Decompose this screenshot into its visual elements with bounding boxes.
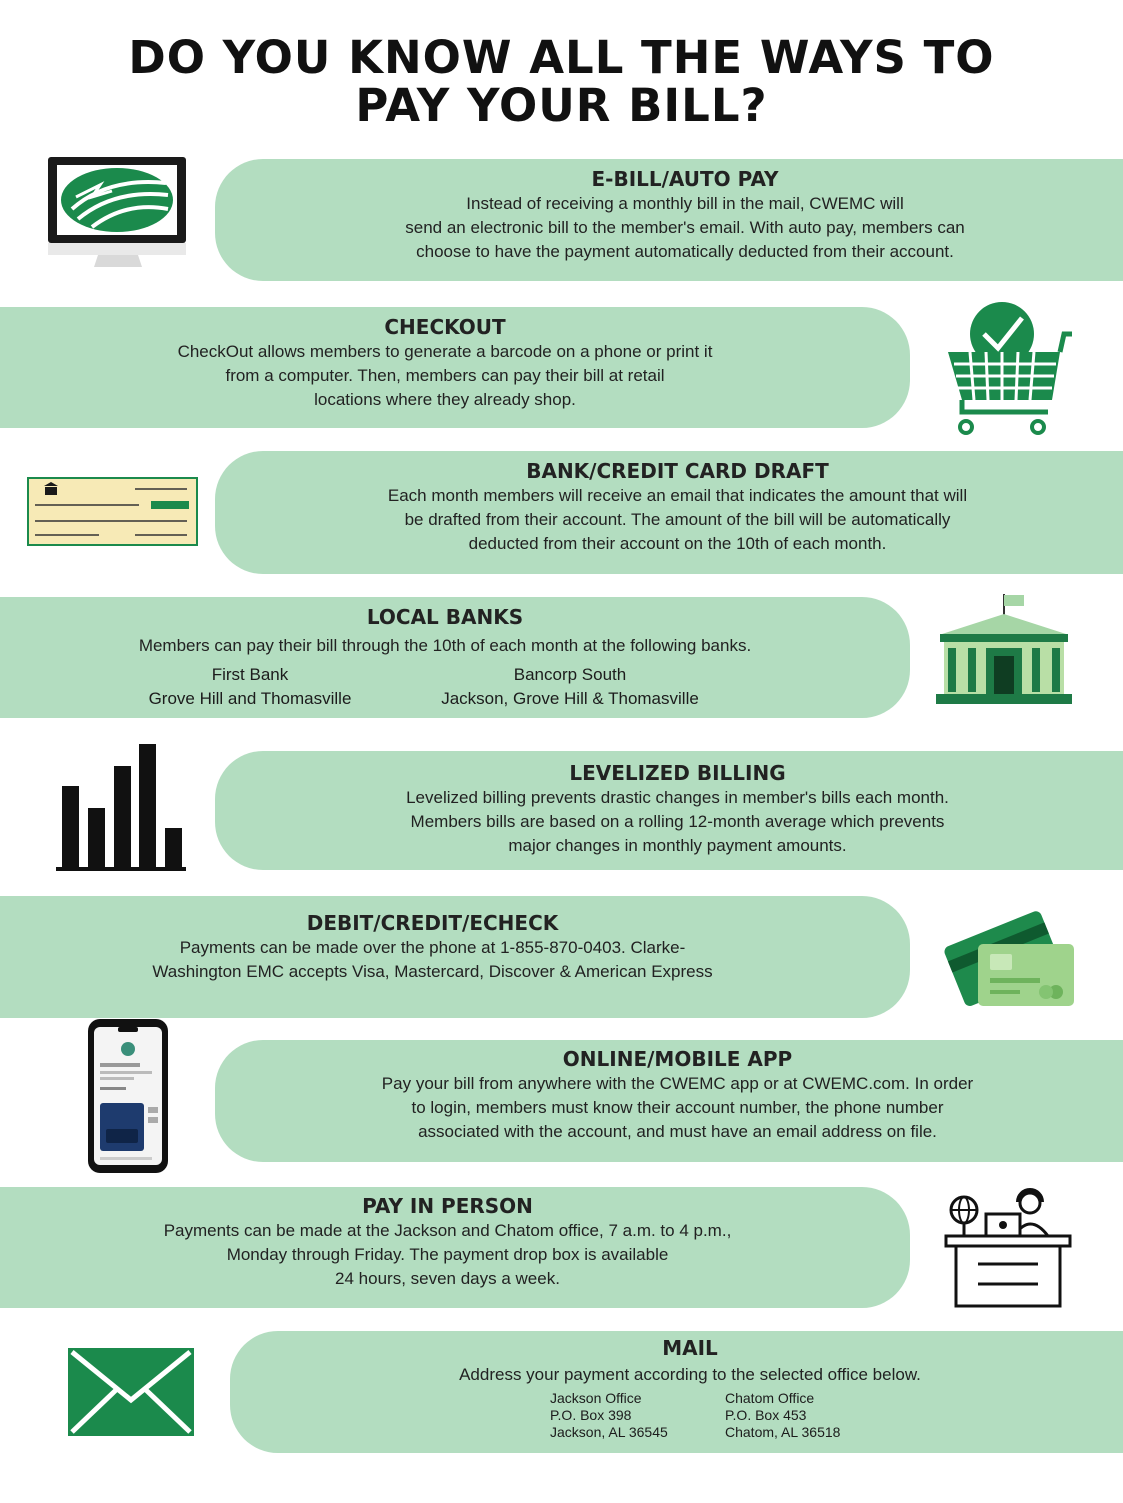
- online-heading: ONLINE/MOBILE APP: [562, 1047, 793, 1071]
- levelized-line: Members bills are based on a rolling 12-month average which prevents: [410, 812, 945, 831]
- mobile-phone-icon: [86, 1017, 172, 1182]
- checkout-text: [95, 340, 795, 412]
- bank-name: First Bank: [211, 665, 289, 684]
- office-name: Jackson Office: [550, 1390, 642, 1406]
- ebill-line: send an electronic bill to the member's email. With auto pay, members can: [405, 218, 965, 237]
- online-line: Pay your bill from anywhere with the CWEMC app or at CWEMC.com. In order: [381, 1074, 974, 1093]
- office-name: Chatom Office: [725, 1390, 815, 1406]
- page-title: [0, 31, 1123, 132]
- levelized-section: [330, 760, 1025, 858]
- ebill-section: [340, 166, 1030, 264]
- person-section: [95, 1193, 800, 1291]
- levelized-line: Levelized billing prevents drastic changes in member's bills each month.: [406, 788, 949, 807]
- online-section: [325, 1046, 1030, 1144]
- person-heading: PAY IN PERSON: [362, 1194, 533, 1218]
- bar-chart-icon: [56, 742, 188, 879]
- levelized-line: major changes in monthly payment amounts.: [508, 836, 847, 855]
- mail-heading: MAIL: [662, 1336, 718, 1360]
- office-city: Chatom, AL 36518: [725, 1424, 841, 1440]
- bank-bancorp-south: [400, 663, 740, 711]
- chatom-office-address: [725, 1390, 840, 1441]
- person-line: Payments can be made at the Jackson and Chatom office, 7 a.m. to 4 p.m.,: [163, 1221, 732, 1240]
- checkout-section: [95, 314, 795, 412]
- service-desk-icon: [944, 1186, 1074, 1315]
- online-text: [325, 1072, 1030, 1144]
- ebill-text: [340, 192, 1030, 264]
- online-line: associated with the account, and must have an email address on file.: [418, 1122, 937, 1141]
- bank-first-bank: [110, 663, 390, 711]
- bank-building-icon: [934, 590, 1074, 713]
- banks-section: [30, 604, 860, 658]
- debit-line: Payments can be made over the phone at 1-855-870-0403. Clarke-: [179, 938, 686, 957]
- online-line: to login, members must know their account number, the phone number: [411, 1098, 944, 1117]
- mail-intro: Address your payment according to the selected office below.: [459, 1365, 921, 1384]
- draft-line: Each month members will receive an email that indicates the amount that will: [387, 486, 968, 505]
- levelized-heading: LEVELIZED BILLING: [569, 761, 786, 785]
- title-line-2: PAY YOUR BILL?: [355, 79, 768, 132]
- bank-locations: Grove Hill and Thomasville: [148, 689, 352, 708]
- person-line: Monday through Friday. The payment drop box is available: [226, 1245, 669, 1264]
- bank-check-icon: [27, 477, 199, 552]
- checkout-line: locations where they already shop.: [314, 390, 576, 409]
- draft-section: [325, 458, 1030, 556]
- shopping-cart-check-icon: [948, 300, 1073, 445]
- debit-text: [95, 936, 770, 984]
- title-line-1: DO YOU KNOW ALL THE WAYS TO: [128, 31, 995, 84]
- banks-heading: LOCAL BANKS: [366, 605, 524, 629]
- office-po-box: P.O. Box 398: [550, 1407, 632, 1423]
- office-city: Jackson, AL 36545: [550, 1424, 668, 1440]
- debit-section: [95, 910, 770, 984]
- ebill-heading: E-BILL/AUTO PAY: [591, 167, 779, 191]
- draft-text: [325, 484, 1030, 556]
- banks-intro: Members can pay their bill through the 10th of each month at the following banks.: [138, 636, 752, 655]
- envelope-icon: [68, 1348, 196, 1443]
- checkout-line: CheckOut allows members to generate a barcode on a phone or print it: [177, 342, 713, 361]
- monitor-icon: [48, 157, 188, 277]
- draft-heading: BANK/CREDIT CARD DRAFT: [526, 459, 829, 483]
- mail-section: [380, 1335, 1000, 1387]
- debit-line: Washington EMC accepts Visa, Mastercard, Discover & American Express: [152, 962, 713, 981]
- checkout-line: from a computer. Then, members can pay their bill at retail: [225, 366, 665, 385]
- credit-cards-icon: [944, 904, 1079, 1015]
- draft-line: be drafted from their account. The amount of the bill will be automatically: [404, 510, 951, 529]
- person-line: 24 hours, seven days a week.: [335, 1269, 560, 1288]
- jackson-office-address: [550, 1390, 668, 1441]
- debit-heading: DEBIT/CREDIT/ECHECK: [306, 911, 559, 935]
- checkout-heading: CHECKOUT: [384, 315, 506, 339]
- bank-name: Bancorp South: [513, 665, 627, 684]
- ebill-line: choose to have the payment automatically deducted from their account.: [416, 242, 954, 261]
- levelized-text: [330, 786, 1025, 858]
- draft-line: deducted from their account on the 10th of each month.: [468, 534, 887, 553]
- bank-locations: Jackson, Grove Hill & Thomasville: [441, 689, 699, 708]
- ebill-line: Instead of receiving a monthly bill in the mail, CWEMC will: [466, 194, 904, 213]
- office-po-box: P.O. Box 453: [725, 1407, 807, 1423]
- person-text: [95, 1219, 800, 1291]
